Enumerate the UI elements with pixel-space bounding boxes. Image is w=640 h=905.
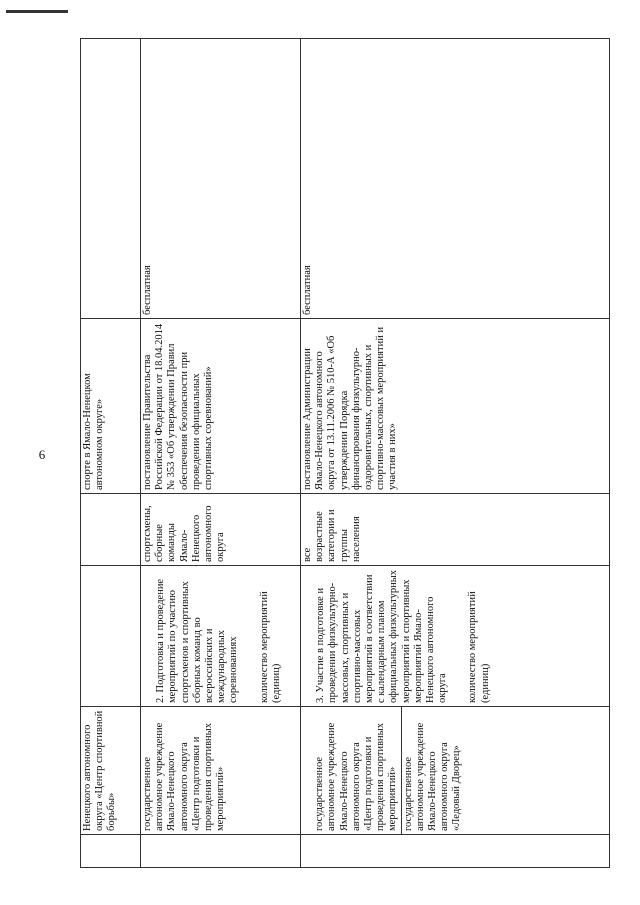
activity-measure: количество мероприятий (единиц) [258,591,282,703]
table-row [301,39,610,868]
participants-cell: все возрастные категории и группы населения [301,494,610,566]
row-number-cell [301,835,610,868]
participants-cell [81,494,141,566]
page-number: 6 [38,447,46,462]
basis-cell: спорте в Ямало-Ненецком автономном округе» [81,319,141,494]
org-cell: государственное автономное учреждение Ямало-Ненецкого автономного округа «Центр подготовки и проведения спортивных мероприятий» [141,707,301,835]
activity-cell [301,566,610,707]
row-number-cell [141,835,301,868]
table-row [141,39,301,868]
activity-cell [141,566,301,707]
activity-measure: количество мероприятий (единиц) [467,591,491,703]
org-cell [301,707,610,835]
scan-edge-mark [6,10,68,13]
activity-text: 3. Участие в подготовке и проведении физкультурно-массовых, спортивных и спортивно-массовых мероприятий в соответствии с календарным планом официальных физкультурных мероприятий и спортивных мероприятий Ямало-Ненецкого автономного округа [315,569,449,703]
org-text: государственное автономное учреждение Ямало-Ненецкого автономного округа «Центр подготовки и проведения спортивных мероприятий» [314,722,399,831]
activity-cell [81,566,141,707]
activity-text: 2. Подготовка и проведение мероприятий по участию спортсменов и спортивных сборных команд во всероссийских и международных соревнованиях [155,578,240,703]
participants-cell: спортсмены, сборные команды Ямало-Ненецкого автономного округа [141,494,301,566]
org-text: государственное автономное учреждение Ямало-Ненецкого автономного округа «Ледовый Дворец» [401,707,465,834]
basis-cell: постановление Правительства Российской Федерации от 18.04.2014 № 353 «Об утверждении Правил обеспечения безопасности при проведении официальных спортивных соревнований» [141,319,301,494]
rotated-table-wrapper [80,38,610,868]
org-cell: Ненецкого автономного округа «Центр спортивной борьбы» [81,707,141,835]
table-row [81,39,141,868]
row-number-cell [81,835,141,868]
services-table [80,38,610,868]
payment-cell: бесплатная [141,39,301,319]
basis-cell: постановление Администрации Ямало-Ненецкого автономного округа от 13.11.2006 № 510-А «Об утверждении Порядка финансирования физкультурно-оздоровительных, спортивных и спортивно-массовых мероприятий и участия в них» [301,319,610,494]
payment-cell [81,39,141,319]
payment-cell: бесплатная [301,39,610,319]
